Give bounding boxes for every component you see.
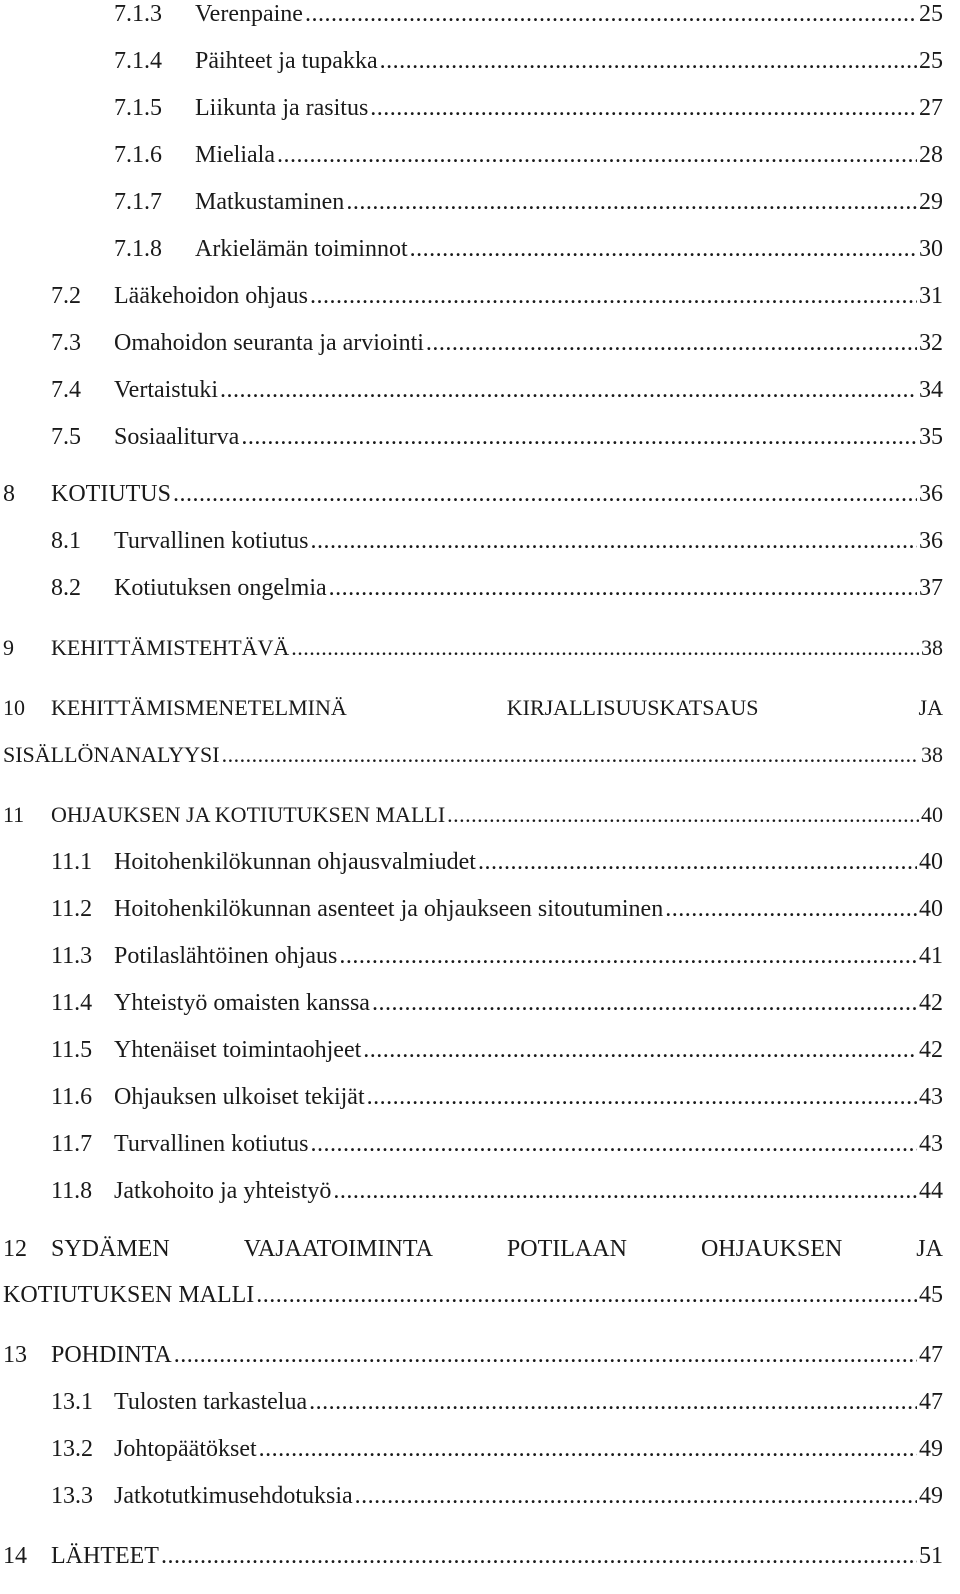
toc-entry-title: Kotiutuksen ongelmia [114,575,327,601]
toc-entry-title: Johtopäätökset [114,1436,257,1462]
toc-entry-number: 14 [3,1543,27,1569]
toc-entry-page: 25 [919,1,943,27]
toc-entry[interactable] [0,986,943,1020]
toc-entry[interactable] [0,1033,943,1067]
toc-entry-title: Verenpaine [195,1,303,27]
dot-leader [339,939,917,973]
toc-entry-page: 41 [919,943,943,969]
toc-entry-number: 11.3 [51,943,93,969]
toc-entry-title: Turvallinen kotiutus [114,528,309,554]
toc-entry-number: 13 [3,1342,27,1368]
toc-entry-number: 11.7 [51,1131,93,1157]
dot-leader [291,631,919,665]
toc-entry[interactable] [0,1232,943,1266]
dot-leader [367,1080,917,1114]
toc-entry-number: 11.8 [51,1178,93,1204]
dot-leader [259,1432,917,1466]
dot-leader [355,1479,917,1513]
dot-leader [346,185,917,219]
toc-entry[interactable] [0,91,943,125]
dot-leader [665,892,917,926]
dot-leader [372,986,917,1020]
dot-leader [310,524,917,558]
toc-entry-page: 42 [919,1037,943,1063]
dot-leader [222,738,919,772]
toc-entry-title: Matkustaminen [195,189,345,215]
toc-entry-title: Hoitohenkilökunnan ohjausvalmiudet [114,849,476,875]
toc-entry[interactable] [0,1385,943,1419]
toc-entry-title: Mieliala [195,142,275,168]
toc-entry-title: Jatkohoito ja yhteistyö [114,1178,332,1204]
toc-entry-number: 7.1.5 [114,95,162,121]
toc-entry-title: Liikunta ja rasitus [195,95,369,121]
toc-entry[interactable] [0,44,943,78]
toc-entry-number: 11.5 [51,1037,93,1063]
toc-entry[interactable] [0,1338,943,1372]
toc-entry-number: 11.2 [51,896,93,922]
toc-entry-page: 34 [919,377,943,403]
toc-entry-title: Vertaistuki [114,377,218,403]
toc-entry-number: 7.1.7 [114,189,162,215]
toc-entry[interactable] [0,631,943,665]
toc-title-word: VAJAATOIMINTA [243,1236,433,1262]
toc-entry[interactable] [0,892,943,926]
toc-entry-title: Arkielämän toiminnot [195,236,408,262]
dot-leader [370,91,917,125]
toc-entry-page: 45 [919,1282,943,1308]
toc-entry-number: 7.1.8 [114,236,162,262]
toc-entry[interactable] [0,1432,943,1466]
toc-entry-title: LÄHTEET [51,1543,159,1569]
toc-entry-page: 31 [919,283,943,309]
toc-entry-number: 8.1 [51,528,81,554]
toc-entry-page: 30 [919,236,943,262]
dot-leader [173,477,917,511]
toc-entry-page: 47 [919,1389,943,1415]
toc-entry-number: 11 [3,802,25,827]
toc-entry[interactable] [0,939,943,973]
toc-entry[interactable] [0,138,943,172]
dot-leader [174,1338,917,1372]
toc-entry-number: 12 [3,1236,27,1262]
toc-entry-page: 40 [919,849,943,875]
toc-entry-title: KEHITTÄMISTEHTÄVÄ [51,635,290,660]
toc-title-word: OHJAUKSEN [700,1236,843,1262]
toc-entry-title: Hoitohenkilökunnan asenteet ja ohjaukseen sitoutuminen [114,896,664,922]
toc-entry-page: 35 [919,424,943,450]
toc-entry-page: 43 [919,1131,943,1157]
toc-entry-number: 7.1.6 [114,142,162,168]
toc-entry-title: Jatkotutkimusehdotuksia [114,1483,353,1509]
toc-title-word: KEHITTÄMISMENETELMINÄ [51,695,347,720]
toc-entry-page: 43 [919,1084,943,1110]
toc-entry-title: Turvallinen kotiutus [114,1131,309,1157]
toc-entry-page: 29 [919,189,943,215]
toc-entry-number: 7.4 [51,377,81,403]
toc-entry-number: 13.3 [51,1483,93,1509]
toc-entry-title: Päihteet ja tupakka [195,48,378,74]
dot-leader [447,798,919,832]
toc-entry-number: 9 [3,635,14,660]
toc-entry-number: 7.1.4 [114,48,162,74]
dot-leader [410,232,917,266]
dot-leader [478,845,917,879]
toc-entry-number: 7.2 [51,283,81,309]
toc-entry-page: 28 [919,142,943,168]
toc-entry-page: 36 [919,528,943,554]
dot-leader [161,1539,917,1573]
toc-entry-title: POHDINTA [51,1342,172,1368]
toc-entry-number: 8.2 [51,575,81,601]
toc-entry-page: 37 [919,575,943,601]
dot-leader [380,44,917,78]
dot-leader [426,326,917,360]
toc-entry-continuation[interactable] [0,1278,943,1312]
toc-entry-title-line1 [51,1232,943,1266]
toc-entry[interactable] [0,420,943,454]
toc-title-word: POTILAAN [506,1236,627,1262]
toc-entry-page: 51 [919,1543,943,1569]
toc-entry[interactable] [0,279,943,313]
toc-entry[interactable] [0,232,943,266]
toc-entry-number: 7.3 [51,330,81,356]
dot-leader [220,373,917,407]
toc-entry[interactable] [0,1479,943,1513]
toc-entry-title: Potilaslähtöinen ohjaus [114,943,338,969]
toc-entry-title: Lääkehoidon ohjaus [114,283,308,309]
toc-entry[interactable] [0,524,943,558]
toc-entry-page: 40 [921,802,943,827]
toc-entry-number: 7.5 [51,424,81,450]
toc-title-word: JA [916,1236,943,1262]
toc-entry-title: Yhteistyö omaisten kanssa [114,990,370,1016]
dot-leader [256,1278,917,1312]
toc-entry[interactable] [0,691,943,725]
dot-leader [305,0,917,31]
toc-title-word: KIRJALLISUUSKATSAUS [506,695,759,720]
toc-entry-title: Omahoidon seuranta ja arviointi [114,330,424,356]
toc-entry[interactable] [0,373,943,407]
toc-entry-page: 49 [919,1483,943,1509]
toc-entry-number: 7.1.3 [114,1,162,27]
toc-entry[interactable] [0,1539,943,1573]
toc-entry-number: 13.2 [51,1436,93,1462]
toc-entry[interactable] [0,0,943,31]
toc-entry[interactable] [0,326,943,360]
toc-entry[interactable] [0,1174,943,1208]
toc-entry[interactable] [0,477,943,511]
toc-title-word: JA [918,695,943,720]
dot-leader [309,1385,917,1419]
toc-entry-title: KOTIUTUS [51,481,171,507]
toc-entry-number: 13.1 [51,1389,93,1415]
toc-entry[interactable] [0,185,943,219]
toc-entry-page: 36 [919,481,943,507]
toc-entry-page: 47 [919,1342,943,1368]
toc-entry-number: 11.4 [51,990,93,1016]
toc-entry[interactable] [0,1080,943,1114]
dot-leader [310,279,917,313]
dot-leader [241,420,917,454]
dot-leader [329,571,917,605]
toc-entry-title: KOTIUTUKSEN MALLI [3,1282,255,1308]
toc-entry-page: 27 [919,95,943,121]
toc-entry-page: 49 [919,1436,943,1462]
toc-entry-page: 38 [921,635,943,660]
toc-entry[interactable] [0,571,943,605]
toc-entry-page: 42 [919,990,943,1016]
toc-entry[interactable] [0,798,943,832]
toc-entry-page: 40 [919,896,943,922]
toc-entry[interactable] [0,845,943,879]
toc-entry-title: SISÄLLÖNANALYYSI [3,742,220,767]
toc-entry-page: 32 [919,330,943,356]
toc-entry-title: Sosiaaliturva [114,424,240,450]
toc-entry-title: Ohjauksen ulkoiset tekijät [114,1084,365,1110]
toc-entry[interactable] [0,1127,943,1161]
toc-entry-page: 25 [919,48,943,74]
dot-leader [310,1127,917,1161]
toc-entry-title: OHJAUKSEN JA KOTIUTUKSEN MALLI [51,802,446,827]
toc-entry-page: 38 [921,742,943,767]
toc-entry-number: 8 [3,481,15,507]
toc-entry-continuation[interactable] [0,738,943,772]
toc-entry-title-line1 [51,691,943,725]
toc-entry-number: 11.6 [51,1084,93,1110]
toc-entry-title: Tulosten tarkastelua [114,1389,308,1415]
toc-entry-number: 10 [3,695,25,720]
toc-entry-number: 11.1 [51,849,93,875]
toc-entry-page: 44 [919,1178,943,1204]
dot-leader [333,1174,917,1208]
dot-leader [277,138,917,172]
toc-entry-title: Yhtenäiset toimintaohjeet [114,1037,362,1063]
dot-leader [363,1033,917,1067]
toc-title-word: SYDÄMEN [51,1236,170,1262]
